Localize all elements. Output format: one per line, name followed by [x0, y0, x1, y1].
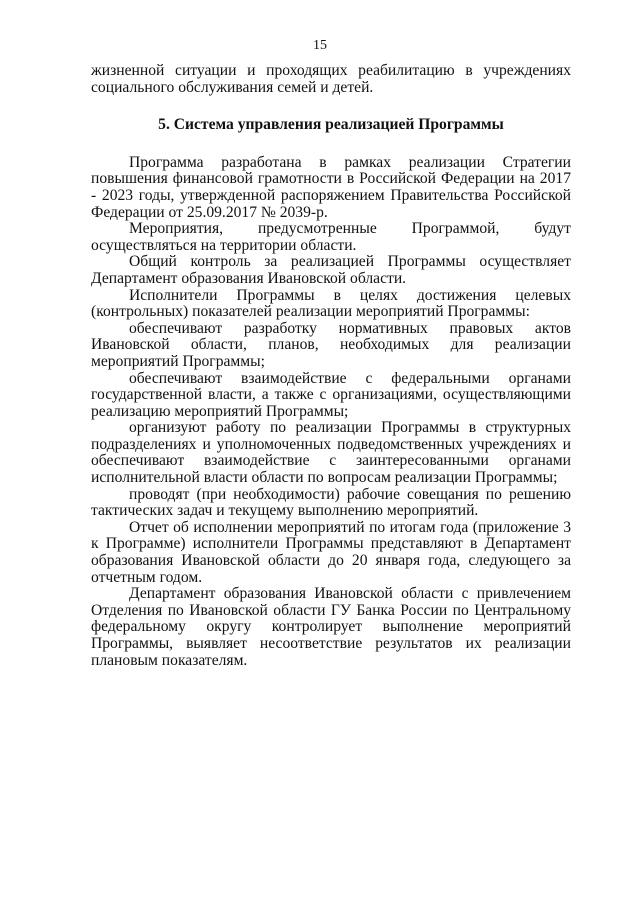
paragraph: Отчет об исполнении мероприятий по итогам года (приложение 3 к Программе) исполнители Программы представляют в Департамент образования Ивановской области до 20 января года, следующего за отчетным годом. — [91, 518, 571, 586]
continuation-paragraph: жизненной ситуации и проходящих реабилитацию в учреждениях социального обслуживания семей и детей. — [91, 62, 571, 96]
list-item: обеспечивают взаимодействие с федеральными органами государственной власти, а также с организациями, осуществляющими реализацию мероприятий Программы; — [91, 369, 571, 420]
paragraph: Программа разработана в рамках реализации Стратегии повышения финансовой грамотности в Российской Федерации на 2017 - 2023 годы, утвержденной распоряжением Правительства Российской Федерации от 25.09.2017 № 2039-р. — [91, 153, 571, 221]
list-item: организуют работу по реализации Программы в структурных подразделениях и уполномоченных подведомственных учреждениях и обеспечивают взаимодействие с заинтересованными органами исполнительной власти области по вопросам реализации Программы; — [91, 419, 571, 487]
paragraph: Общий контроль за реализацией Программы осуществляет Департамент образования Ивановской области. — [91, 253, 571, 287]
section-heading: 5. Система управления реализацией Программы — [158, 116, 504, 134]
list-item: обеспечивают разработку нормативных правовых актов Ивановской области, планов, необходимых для реализации мероприятий Программы; — [91, 319, 571, 370]
paragraph: Исполнители Программы в целях достижения целевых (контрольных) показателей реализации мероприятий Программы: — [91, 286, 571, 321]
page-number: 15 — [313, 38, 327, 53]
list-item: проводят (при необходимости) рабочие совещания по решению тактических задач и текущему выполнению мероприятий. — [91, 485, 571, 520]
paragraph: Мероприятия, предусмотренные Программой, будут осуществляться на территории области. — [91, 220, 571, 254]
document-body — [91, 63, 571, 669]
paragraph: Департамент образования Ивановской области с привлечением Отделения по Ивановской области ГУ Банка России по Центральному федеральному округу контролирует выполнение мероприятий Программы, выявляет несоответствие результатов их реализации плановым показателям. — [91, 585, 571, 669]
